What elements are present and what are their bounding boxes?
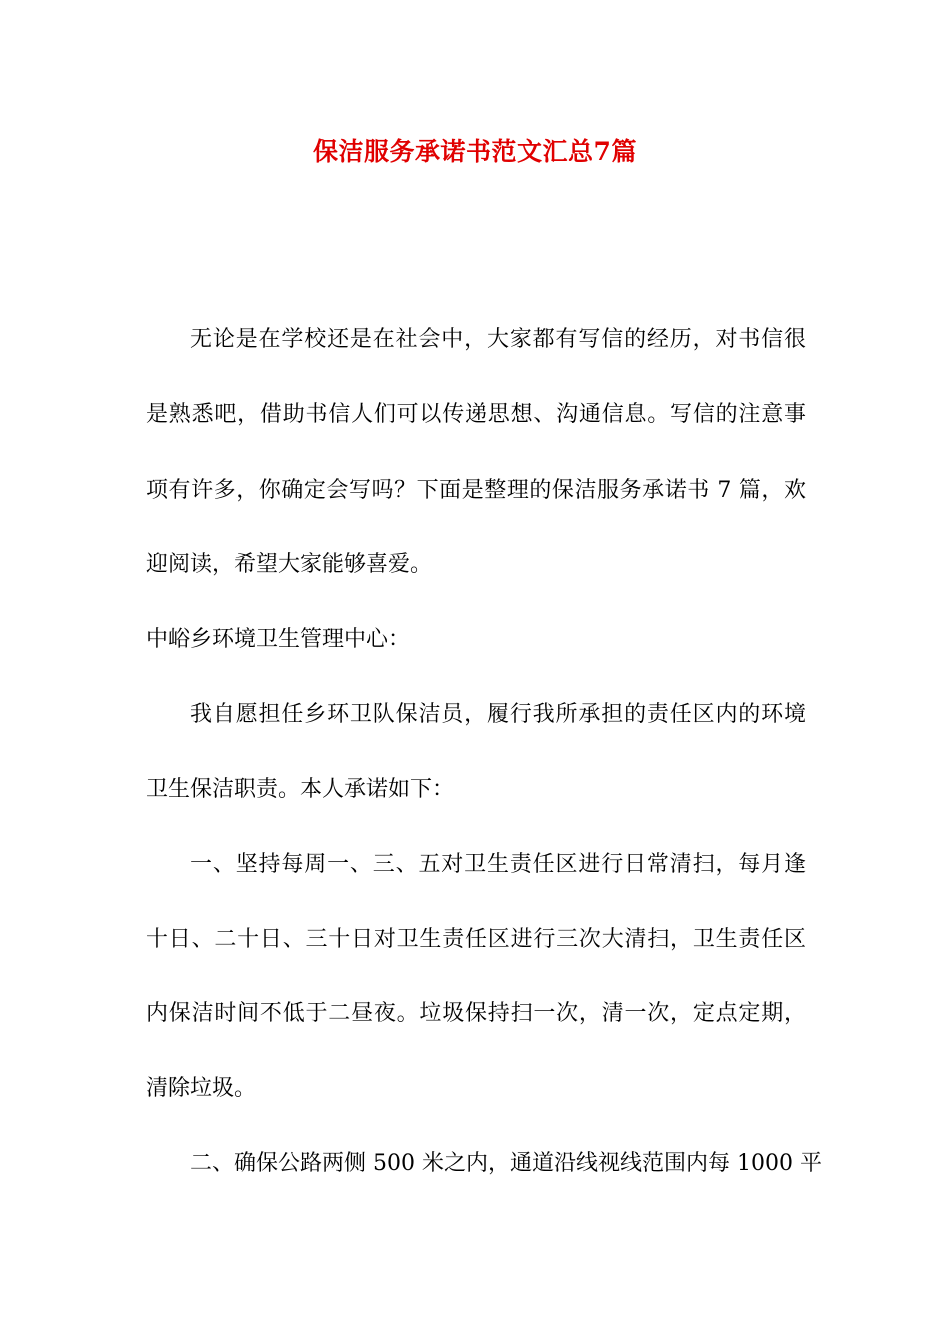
paragraph-line: 二、确保公路两侧 500 米之内，通道沿线视线范围内每 1000 平 [190, 1151, 822, 1176]
paragraph-line: 清除垃圾。 [146, 1076, 257, 1101]
paragraph-line: 是熟悉吧，借助书信人们可以传递思想、沟通信息。写信的注意事 [146, 402, 806, 427]
paragraph-line: 十日、二十日、三十日对卫生责任区进行三次大清扫，卫生责任区 [146, 927, 806, 952]
paragraph-line: 一、坚持每周一、三、五对卫生责任区进行日常清扫，每月逢 [190, 852, 806, 877]
paragraph-line: 内保洁时间不低于二昼夜。垃圾保持扫一次，清一次，定点定期， [146, 1001, 806, 1026]
paragraph-line: 无论是在学校还是在社会中，大家都有写信的经历，对书信很 [190, 327, 806, 352]
salutation-line: 中峪乡环境卫生管理中心： [146, 627, 411, 652]
paragraph-line: 卫生保洁职责。本人承诺如下： [146, 777, 455, 802]
paragraph-line: 我自愿担任乡环卫队保洁员，履行我所承担的责任区内的环境 [190, 702, 806, 727]
paragraph-line: 项有许多，你确定会写吗？下面是整理的保洁服务承诺书 7 篇，欢 [146, 478, 806, 503]
paragraph-line: 迎阅读，希望大家能够喜爱。 [146, 552, 433, 577]
document-title: 保洁服务承诺书范文汇总7篇 [313, 137, 637, 166]
